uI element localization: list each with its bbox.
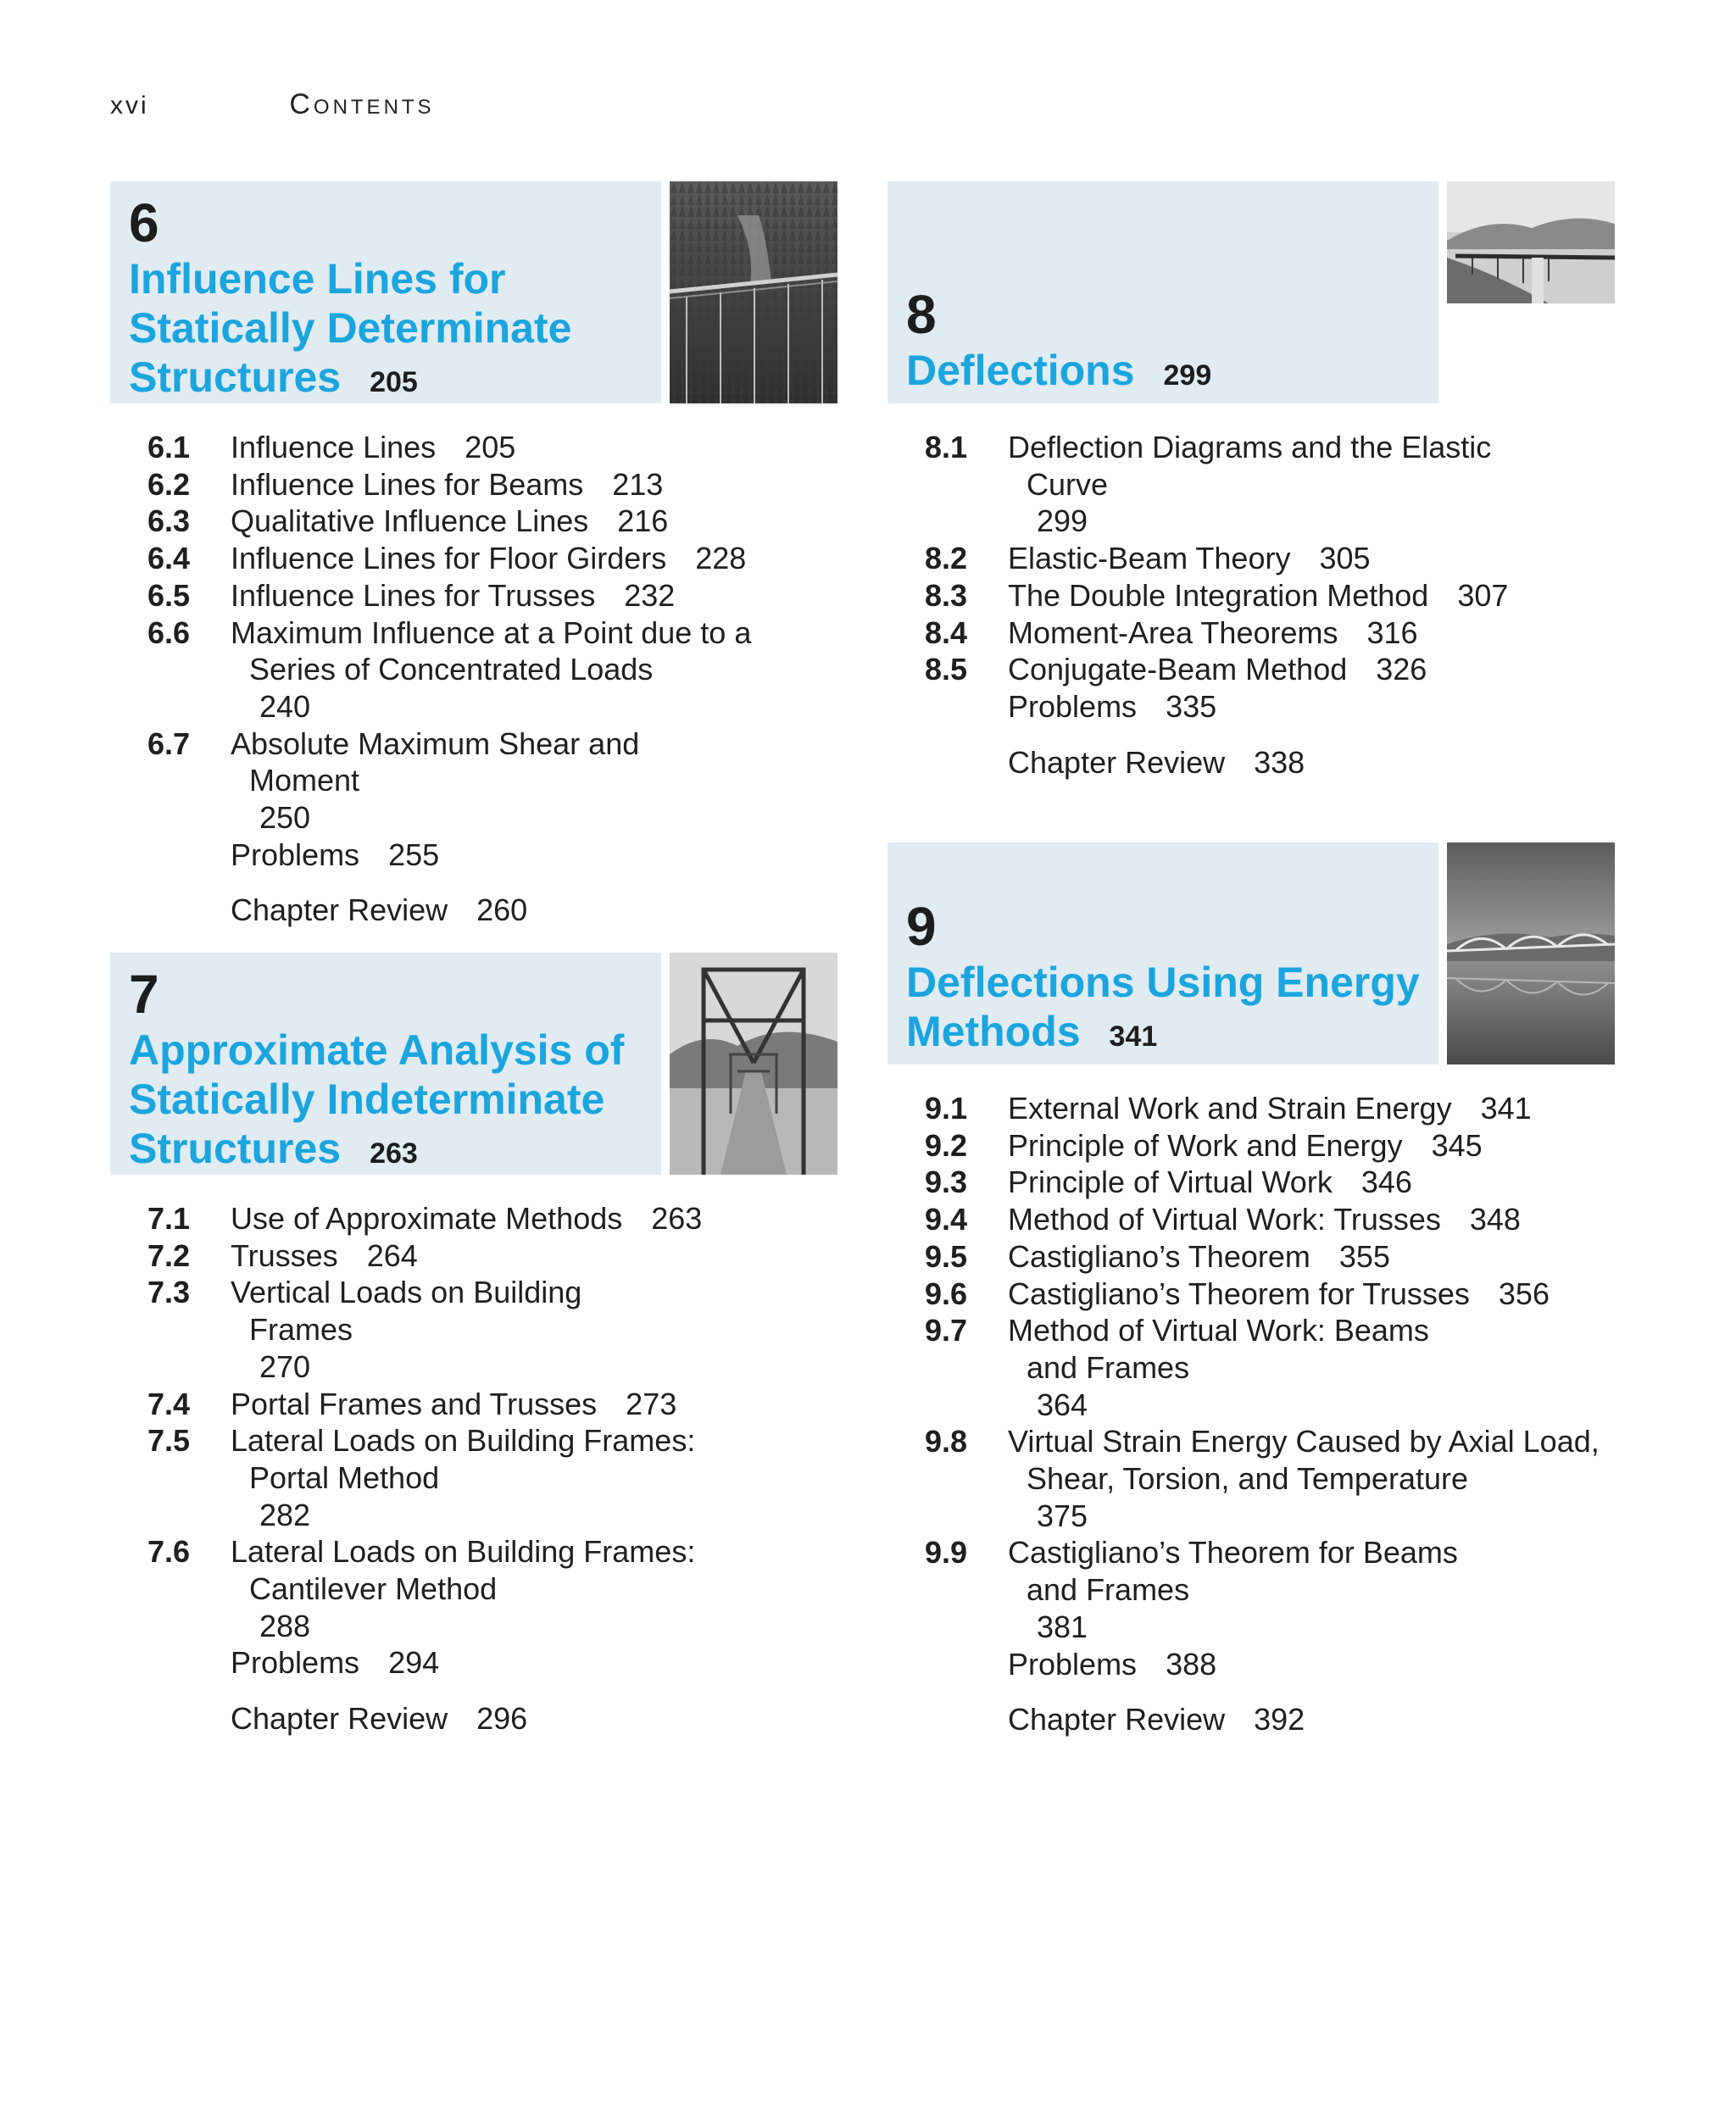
toc-entry	[147, 1274, 837, 1385]
problems-entry-label: Problems	[1008, 1646, 1138, 1682]
chapter-review-entry-page: 338	[1254, 744, 1305, 780]
section-number: 8.1	[925, 430, 968, 464]
section-number: 9.5	[925, 1238, 968, 1274]
toc-entry	[925, 1127, 1615, 1165]
problems-entry-page: 255	[388, 837, 440, 872]
chapter-review-entry-label: Chapter Review	[231, 1701, 448, 1737]
toc-entry	[147, 1200, 837, 1237]
section-number: 9.2	[925, 1127, 968, 1163]
section-number: 9.6	[925, 1276, 968, 1311]
chapter-banner	[887, 181, 1615, 403]
toc-entry	[147, 540, 837, 577]
toc-entry	[925, 1201, 1615, 1238]
toc-entry	[147, 466, 837, 503]
problems-entry-page: 294	[388, 1645, 440, 1681]
chapter-heading-box	[887, 842, 1438, 1065]
chapter-title-line: Statically Indeterminate	[129, 1076, 605, 1123]
problems-entry	[147, 1644, 837, 1682]
chapter-7	[110, 953, 837, 1737]
section-title: Absolute Maximum Shear and	[231, 725, 640, 761]
chapter-number: 6	[129, 192, 159, 253]
chapter-heading-box	[887, 181, 1438, 403]
section-page: 375	[1037, 1498, 1088, 1533]
section-title: Moment-Area Theorems	[1008, 614, 1338, 650]
chapter-9	[887, 842, 1615, 1738]
section-title: Method of Virtual Work: Trusses	[1008, 1202, 1441, 1237]
section-page: 341	[1480, 1091, 1532, 1126]
section-title: The Double Integration Method	[1008, 577, 1429, 613]
section-title: Vertical Loads on Building	[231, 1275, 582, 1310]
section-number: 8.2	[925, 541, 968, 576]
problems-entry	[925, 688, 1615, 725]
toc-entry	[147, 577, 837, 614]
section-page: 355	[1338, 1238, 1390, 1274]
section-page: 282	[259, 1497, 311, 1532]
section-title: Qualitative Influence Lines	[231, 503, 589, 539]
chapter-entries	[887, 429, 1615, 781]
chapter-photo-river-bridge	[1447, 842, 1615, 1065]
section-page: 348	[1469, 1202, 1521, 1237]
section-title: Conjugate-Beam Method	[1008, 652, 1348, 687]
toc-entry	[147, 1422, 837, 1533]
section-title: Lateral Loads on Building Frames:	[231, 1534, 696, 1570]
section-page: 250	[259, 800, 311, 836]
section-number: 9.4	[925, 1202, 968, 1237]
section-page: 345	[1431, 1127, 1483, 1163]
section-number: 6.4	[147, 541, 191, 576]
chapter-page: 263	[370, 1137, 418, 1170]
section-page: 356	[1498, 1276, 1550, 1311]
section-number: 7.6	[147, 1534, 191, 1570]
section-title: and Frames	[1027, 1349, 1190, 1385]
section-page: 381	[1037, 1609, 1088, 1644]
toc-entry	[925, 1312, 1615, 1423]
section-title: Castigliano’s Theorem	[1008, 1238, 1310, 1274]
section-page: 364	[1037, 1387, 1088, 1422]
section-number: 7.1	[147, 1201, 191, 1236]
chapter-photo-viaduct	[1447, 181, 1615, 303]
section-title: and Frames	[1027, 1572, 1190, 1608]
toc-entry	[147, 503, 837, 540]
section-title: Elastic-Beam Theory	[1008, 541, 1291, 576]
chapter-banner	[887, 842, 1615, 1065]
chapter-number: 9	[906, 896, 937, 957]
chapter-review-entry-page: 296	[476, 1701, 528, 1737]
section-number: 6.3	[147, 503, 191, 539]
section-number: 7.4	[147, 1386, 191, 1421]
problems-entry-label: Problems	[231, 1645, 360, 1681]
chapter-banner	[110, 953, 837, 1175]
section-title: Cantilever Method	[249, 1571, 498, 1607]
chapter-title-line: Statically Determinate	[129, 304, 572, 352]
toc-entry	[925, 1164, 1615, 1201]
problems-entry-label: Problems	[1008, 688, 1138, 724]
chapter-review-entry-label: Chapter Review	[1008, 1702, 1226, 1737]
section-title: Deflection Diagrams and the Elastic	[1008, 430, 1492, 464]
chapter-entries	[887, 1090, 1615, 1738]
chapter-heading-box	[110, 181, 661, 403]
section-page: 232	[624, 577, 676, 613]
section-title: Lateral Loads on Building Frames:	[231, 1423, 696, 1459]
chapter-review-entry	[925, 744, 1615, 781]
section-number: 7.2	[147, 1237, 191, 1273]
chapter-number: 7	[129, 964, 159, 1025]
toc-entry	[147, 725, 837, 837]
section-title: Maximum Influence at a Point due to a	[231, 614, 752, 650]
section-title: Influence Lines for Floor Girders	[231, 541, 667, 576]
section-page: 346	[1360, 1165, 1412, 1200]
section-title: Shear, Torsion, and Temperature	[1027, 1461, 1468, 1497]
section-page: 305	[1319, 541, 1371, 576]
section-title: Portal Frames and Trusses	[231, 1386, 598, 1421]
chapter-page: 299	[1163, 359, 1212, 392]
toc-entry	[147, 1386, 837, 1423]
section-number: 9.7	[925, 1313, 968, 1348]
chapter-page: 341	[1109, 1020, 1158, 1053]
section-page: 240	[259, 688, 311, 724]
section-page: 299	[1037, 503, 1088, 539]
chapter-8	[887, 181, 1615, 781]
section-page: 273	[626, 1386, 677, 1421]
toc-entry	[147, 1237, 837, 1275]
chapter-title-line: Structures	[129, 1125, 342, 1172]
chapter-entries	[110, 1200, 837, 1737]
toc-entry	[925, 1534, 1615, 1645]
section-number: 9.3	[925, 1165, 968, 1200]
chapter-title-line: Methods	[906, 1008, 1081, 1055]
section-title: Method of Virtual Work: Beams	[1008, 1313, 1429, 1348]
toc-entry	[925, 540, 1615, 577]
section-page: 307	[1457, 577, 1509, 613]
section-number: 6.5	[147, 577, 191, 613]
section-number: 6.6	[147, 614, 191, 650]
section-title: Castigliano’s Theorem for Beams	[1008, 1535, 1458, 1571]
chapter-review-entry-page: 392	[1254, 1702, 1305, 1737]
section-title: Influence Lines	[231, 430, 437, 464]
toc-entry	[925, 429, 1615, 540]
chapter-title-line: Structures	[129, 353, 342, 401]
toc-entry	[147, 429, 837, 466]
section-title: Trusses	[231, 1237, 338, 1273]
section-title: Series of Concentrated Loads	[249, 652, 654, 687]
running-head-title: Contents	[289, 88, 435, 120]
section-title: Virtual Strain Energy Caused by Axial Load,	[1008, 1424, 1600, 1459]
problems-entry	[925, 1646, 1615, 1683]
chapter-title-line: Deflections Using Energy	[906, 959, 1420, 1006]
section-number: 7.5	[147, 1423, 191, 1459]
section-title: Influence Lines for Beams	[231, 466, 584, 502]
page-folio: xvi	[110, 92, 149, 120]
toc-entry	[147, 1533, 837, 1644]
running-head	[110, 88, 435, 121]
section-page: 316	[1366, 614, 1418, 650]
toc-entry	[925, 1423, 1615, 1534]
section-number: 6.1	[147, 430, 191, 464]
chapter-banner	[110, 181, 837, 403]
section-title: Portal Method	[249, 1459, 440, 1495]
section-title: Influence Lines for Trusses	[231, 577, 596, 613]
toc-entry	[925, 651, 1615, 688]
section-title: External Work and Strain Energy	[1008, 1091, 1452, 1126]
toc-entry	[925, 1276, 1615, 1313]
section-number: 6.2	[147, 466, 191, 502]
chapter-6	[110, 181, 837, 929]
problems-entry-page: 335	[1166, 688, 1217, 724]
chapter-title-line: Influence Lines for	[129, 255, 506, 303]
chapter-page: 205	[370, 366, 418, 398]
chapter-review-entry	[147, 1700, 837, 1737]
chapter-number: 8	[906, 284, 937, 345]
toc-entry	[147, 614, 837, 725]
toc-entry	[925, 1238, 1615, 1276]
section-number: 9.9	[925, 1535, 968, 1571]
chapter-photo-gorge-bridge	[670, 181, 837, 403]
section-title: Curve	[1027, 466, 1109, 502]
chapter-photo-truss-bridge	[670, 953, 837, 1175]
section-number: 8.4	[925, 614, 968, 650]
section-title: Frames	[249, 1312, 353, 1348]
chapter-review-entry	[147, 892, 837, 929]
chapter-entries	[110, 429, 837, 929]
section-number: 6.7	[147, 725, 191, 761]
section-title: Moment	[249, 763, 360, 798]
section-page: 216	[617, 503, 669, 539]
chapter-review-entry-label: Chapter Review	[231, 892, 448, 928]
section-number: 7.3	[147, 1275, 191, 1310]
section-title: Principle of Virtual Work	[1008, 1165, 1333, 1200]
toc-entry	[925, 1090, 1615, 1127]
section-page: 326	[1376, 652, 1427, 687]
section-title: Castigliano’s Theorem for Trusses	[1008, 1276, 1470, 1311]
section-page: 213	[612, 466, 664, 502]
chapter-review-entry-page: 260	[476, 892, 528, 928]
chapter-title-line: Approximate Analysis of	[129, 1026, 625, 1074]
section-page: 288	[259, 1608, 311, 1643]
section-title: Use of Approximate Methods	[231, 1201, 623, 1236]
toc-entry	[925, 614, 1615, 652]
chapter-heading-box	[110, 953, 661, 1175]
section-number: 9.8	[925, 1424, 968, 1459]
section-page: 228	[695, 541, 747, 576]
section-page: 263	[651, 1201, 703, 1236]
section-title: Principle of Work and Energy	[1008, 1127, 1403, 1163]
problems-entry-page: 388	[1166, 1646, 1217, 1682]
section-number: 8.3	[925, 577, 968, 613]
problems-entry	[147, 837, 837, 874]
section-number: 8.5	[925, 652, 968, 687]
problems-entry-label: Problems	[231, 837, 360, 872]
section-page: 264	[366, 1237, 418, 1273]
chapter-title-line: Deflections	[906, 347, 1135, 394]
chapter-review-entry	[925, 1701, 1615, 1738]
chapter-review-entry-label: Chapter Review	[1008, 744, 1226, 780]
section-page: 205	[465, 430, 516, 464]
toc-entry	[925, 577, 1615, 614]
section-page: 270	[259, 1348, 311, 1384]
section-number: 9.1	[925, 1091, 968, 1126]
